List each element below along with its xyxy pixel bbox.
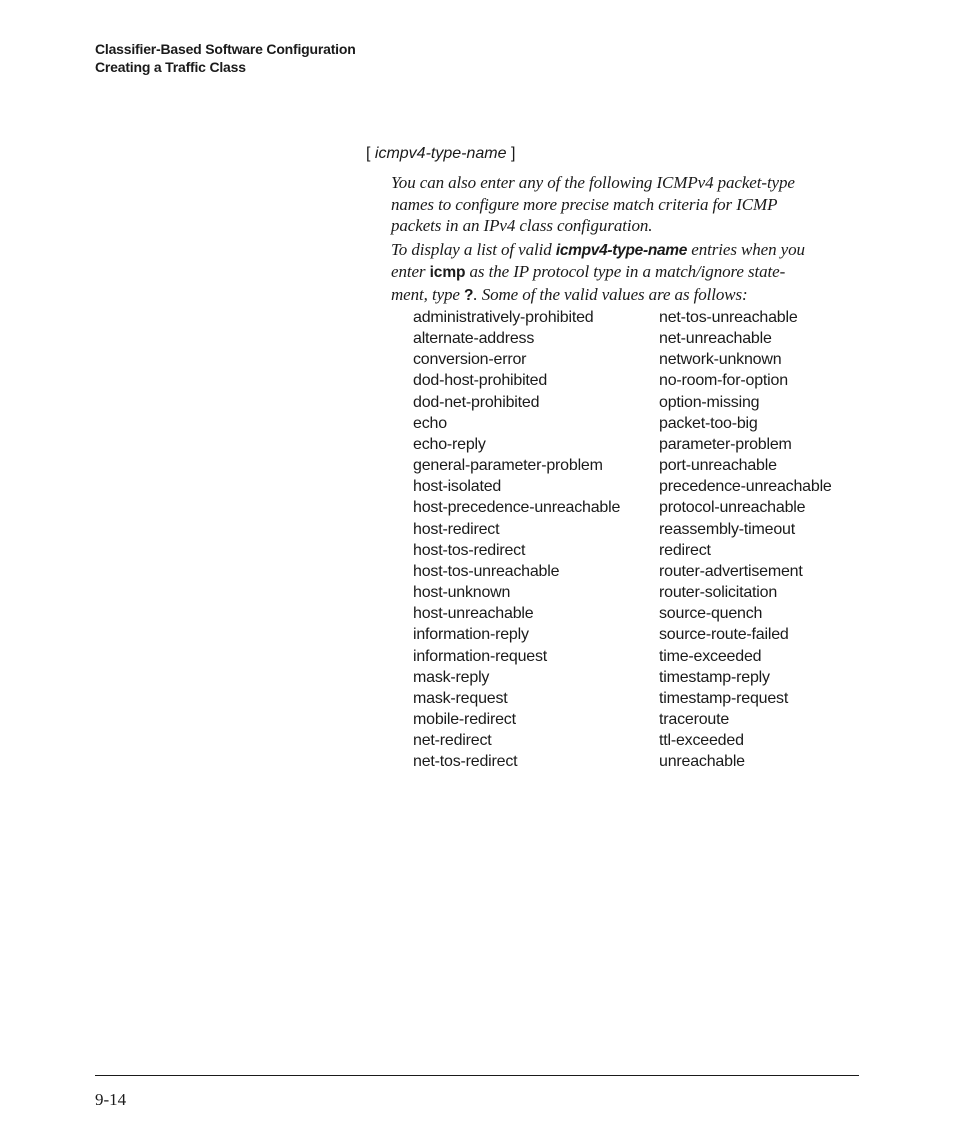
- list-item: router-solicitation: [659, 584, 778, 602]
- list-item: net-redirect: [413, 732, 492, 750]
- page-number: 9-14: [95, 1090, 127, 1109]
- list-item: traceroute: [659, 710, 730, 728]
- list-item: conversion-error: [413, 351, 527, 369]
- parameter-label: [366, 144, 515, 164]
- list-item: alternate-address: [413, 330, 535, 348]
- description-paragraph-1: [391, 172, 861, 237]
- list-item: source-route-failed: [659, 626, 789, 644]
- list-item: host-isolated: [413, 478, 502, 496]
- list-item: host-tos-unreachable: [413, 562, 560, 580]
- list-item: net-tos-unreachable: [659, 309, 798, 326]
- keyword-icmp: icmp: [429, 264, 466, 281]
- footer-divider: [95, 1075, 859, 1076]
- list-item: host-redirect: [413, 520, 500, 538]
- list-item: net-unreachable: [659, 330, 772, 348]
- description-line: [391, 239, 861, 262]
- list-item: dod-net-prohibited: [413, 393, 540, 411]
- close-bracket: ]: [506, 145, 516, 162]
- list-item: packet-too-big: [659, 414, 758, 432]
- list-item: host-unknown: [413, 584, 511, 602]
- description-text: To display a list of valid: [391, 239, 556, 259]
- list-item: source-quench: [659, 605, 763, 623]
- list-item: mask-request: [413, 689, 508, 707]
- keyword-icmpv4-type-name: icmpv4-type-name: [555, 241, 688, 259]
- parameter-name: icmpv4-type-name: [374, 145, 507, 162]
- list-item: host-unreachable: [413, 605, 534, 623]
- description-text: . Some of the valid values are as follows:: [473, 284, 748, 304]
- description-line: packets in an IPv4 class configuration.: [391, 216, 653, 235]
- list-item: host-precedence-unreachable: [413, 499, 621, 517]
- list-item: reassembly-timeout: [659, 520, 796, 538]
- list-item: dod-host-prohibited: [413, 372, 548, 390]
- list-item: option-missing: [659, 393, 760, 411]
- list-item: information-request: [413, 647, 548, 665]
- list-item: timestamp-reply: [659, 668, 770, 686]
- description-line: You can also enter any of the following ICMPv4 packet-type: [391, 173, 795, 192]
- list-item: redirect: [659, 541, 711, 559]
- list-item: ttl-exceeded: [659, 732, 744, 750]
- list-item: router-advertisement: [659, 562, 803, 580]
- description-text: ment, type: [391, 284, 465, 304]
- description-text: entries when you: [687, 239, 805, 259]
- list-item: mask-reply: [413, 668, 490, 686]
- list-item: precedence-unreachable: [659, 478, 832, 496]
- list-item: mobile-redirect: [413, 710, 516, 728]
- list-item: echo-reply: [413, 435, 486, 453]
- list-item: protocol-unreachable: [659, 499, 806, 517]
- list-item: time-exceeded: [659, 647, 762, 665]
- list-item: network-unknown: [659, 351, 782, 369]
- list-item: net-tos-redirect: [413, 753, 518, 771]
- icmp-values-right-column: [659, 307, 832, 772]
- list-item: unreachable: [659, 753, 745, 771]
- description-text: as the IP protocol type in a match/ignore state-: [465, 262, 786, 281]
- description-line: [391, 284, 861, 307]
- list-item: timestamp-request: [659, 689, 789, 707]
- list-item: parameter-problem: [659, 435, 792, 453]
- list-item: general-parameter-problem: [413, 457, 603, 475]
- header-section-title: Creating a Traffic Class: [95, 59, 246, 75]
- description-paragraph-2: [391, 239, 861, 307]
- description-text: enter: [391, 262, 430, 281]
- keyword-question-mark: ?: [464, 286, 474, 304]
- list-item: administratively-prohibited: [413, 309, 594, 326]
- description-line: [391, 261, 861, 284]
- list-item: port-unreachable: [659, 457, 777, 475]
- open-bracket: [: [366, 145, 375, 162]
- list-item: host-tos-redirect: [413, 541, 526, 559]
- list-item: no-room-for-option: [659, 372, 788, 390]
- list-item: echo: [413, 414, 447, 432]
- header-chapter-title: Classifier-Based Software Configuration: [95, 41, 356, 57]
- running-header: [95, 40, 356, 76]
- list-item: information-reply: [413, 626, 529, 644]
- parameter-description: [391, 172, 861, 306]
- icmp-values-left-column: [413, 307, 620, 772]
- description-line: names to configure more precise match criteria for ICMP: [391, 194, 778, 214]
